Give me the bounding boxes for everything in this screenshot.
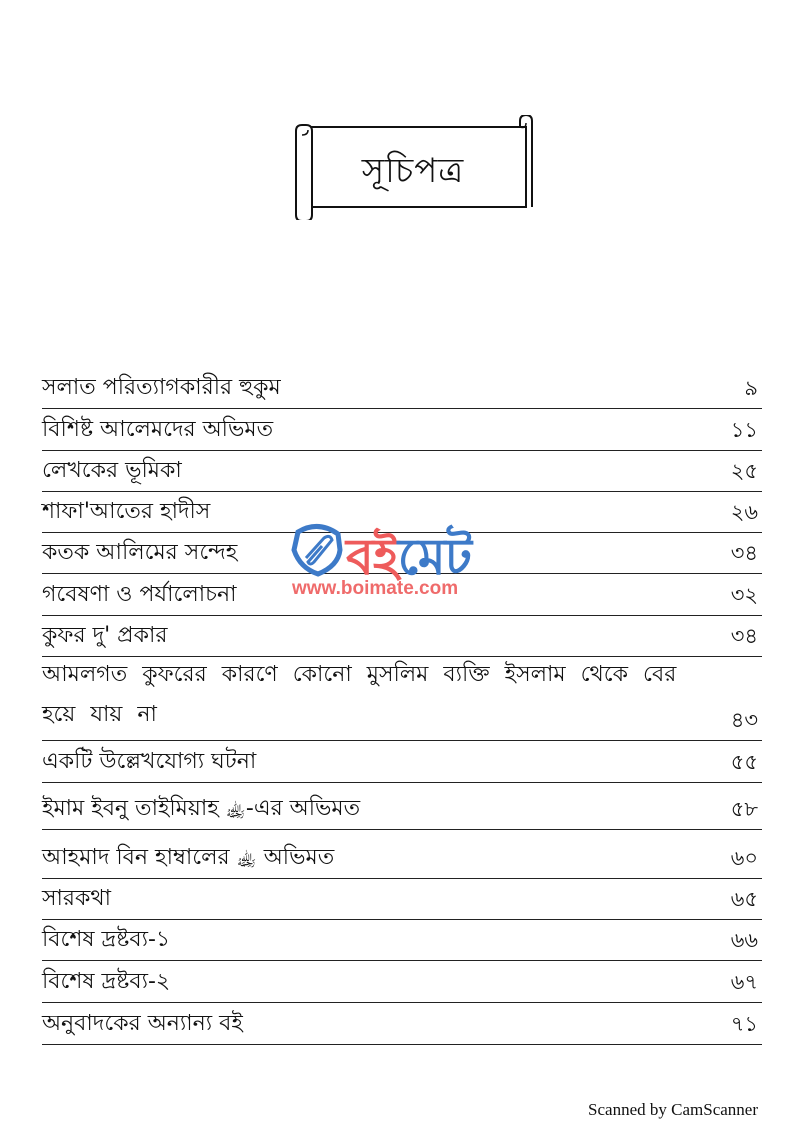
toc-entry-page: ১১ (730, 418, 758, 442)
toc-entry-title: লেখকের ভূমিকা (42, 458, 182, 483)
toc-entry-title: বিশেষ দ্রষ্টব্য-২ (42, 969, 171, 994)
toc-entry-title: ইমাম ইবনু তাইমিয়াহ ﵀-এর অভিমত (42, 796, 361, 821)
watermark-logo-blue: মেট (397, 528, 471, 586)
toc-entry-title: সলাত পরিত্যাগকারীর হুকুম (42, 375, 281, 400)
scanner-footer: Scanned by CamScanner (588, 1100, 758, 1119)
toc-entry-title: গবেষণা ও পর্যালোচনা (42, 582, 237, 607)
toc-row[interactable] (42, 366, 762, 409)
toc-entry-title: বিশেষ দ্রষ্টব্য-১ (42, 927, 171, 952)
toc-entry-page: ৬৫ (730, 887, 758, 911)
toc-entry-title: কুফর দু' প্রকার (42, 623, 168, 648)
toc-row[interactable] (42, 783, 762, 830)
toc-entry-page: ৩৪ (730, 624, 758, 648)
toc-entry-title: আহমাদ বিন হাম্বালের ﵀ অভিমত (42, 845, 335, 870)
toc-entry-page: ৭১ (730, 1012, 758, 1036)
toc-entry-title: শাফা'আতের হাদীস (42, 499, 211, 524)
toc-entry-title: আমলগত কুফরের কারণে কোনো মুসলিম ব্যক্তি ইসলাম থেকে বের হয়ে যায় না (42, 662, 677, 727)
toc-row[interactable] (42, 616, 762, 657)
toc-entry-page: ৫৫ (730, 750, 758, 774)
toc-entry-title: বিশিষ্ট আলেমদের অভিমত (42, 417, 274, 442)
toc-entry-title: কতক আলিমের সন্দেহ (42, 540, 238, 565)
toc-row[interactable] (42, 492, 762, 533)
toc-entry-page: ৬৬ (730, 928, 758, 952)
toc-row[interactable] (42, 961, 762, 1003)
toc-entry-page: ৫৮ (730, 797, 758, 821)
toc-entry-page: ৬০ (730, 846, 758, 870)
toc-entry-title: একটি উল্লেখযোগ্য ঘটনা (42, 749, 257, 774)
page-title: সূচিপত্র (361, 151, 465, 191)
toc-row[interactable] (42, 830, 762, 879)
toc-entry-page: ২৫ (730, 459, 758, 483)
toc-row[interactable] (42, 879, 762, 920)
toc-row[interactable] (42, 1003, 762, 1045)
watermark-url: www.boimate.com (292, 578, 459, 599)
toc-row[interactable] (42, 741, 762, 783)
toc-row[interactable] (42, 657, 762, 741)
toc-entry-page: ৬৭ (730, 970, 758, 994)
toc-entry-page: ৯ (744, 376, 758, 400)
toc-row[interactable] (42, 920, 762, 961)
toc-row[interactable] (42, 533, 762, 574)
toc-entry-page: ৪৩ (730, 708, 758, 732)
toc-entry-page: ৩২ (730, 583, 758, 607)
toc-entry-title: অনুবাদকের অন্যান্য বই (42, 1011, 243, 1036)
table-of-contents (42, 366, 762, 1045)
toc-entry-page: ২৬ (730, 500, 758, 524)
title-banner (288, 115, 538, 220)
toc-entry-title: সারকথা (42, 886, 112, 911)
watermark-logo-red: বই (346, 528, 398, 586)
toc-row[interactable] (42, 574, 762, 616)
toc-row[interactable] (42, 409, 762, 451)
toc-entry-page: ৩৪ (730, 541, 758, 565)
toc-row[interactable] (42, 451, 762, 492)
